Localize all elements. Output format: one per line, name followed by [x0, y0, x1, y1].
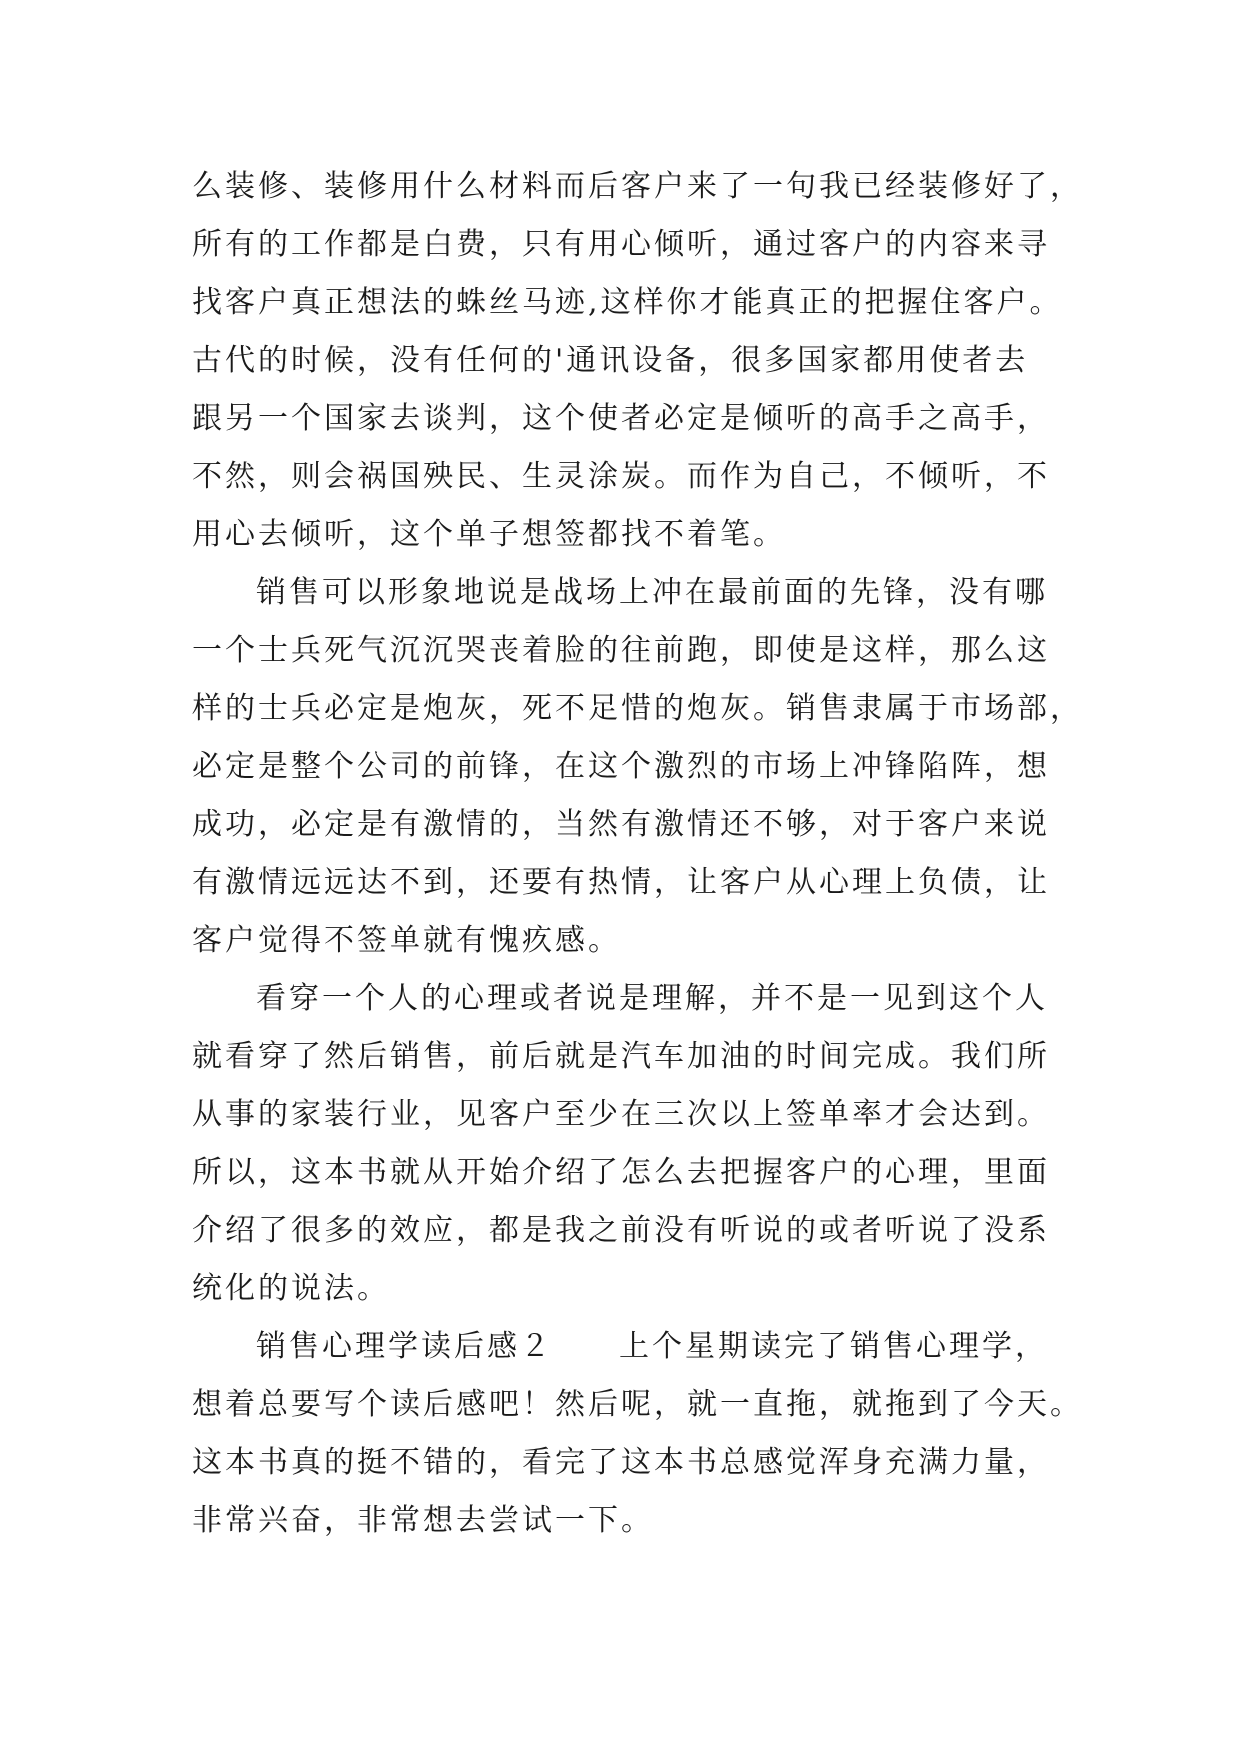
text-line: 从事的家装行业，见客户至少在三次以上签单率才会达到。 — [192, 1097, 1050, 1132]
text-line: 用心去倾听，这个单子想签都找不着笔。 — [192, 517, 786, 552]
text-line: 介绍了很多的效应，都是我之前没有听说的或者听说了没系 — [192, 1213, 1050, 1248]
text-line: 这本书真的挺不错的，看完了这本书总感觉浑身充满力量， — [192, 1445, 1050, 1480]
text-line: 古代的时候，没有任何的'通讯设备，很多国家都用使者去 — [192, 343, 1029, 378]
text-line: 跟另一个国家去谈判，这个使者必定是倾听的高手之高手， — [192, 401, 1050, 436]
text-line: 客户觉得不签单就有愧疚感。 — [192, 923, 621, 958]
text-line: 统化的说法。 — [192, 1271, 390, 1306]
document-body — [192, 158, 1092, 1550]
text-line: 非常兴奋，非常想去尝试一下。 — [192, 1503, 654, 1538]
paragraph-3 — [192, 970, 1092, 1318]
text-line: 就看穿了然后销售，前后就是汽车加油的时间完成。我们所 — [192, 1039, 1050, 1074]
text-line: 看穿一个人的心理或者说是理解，并不是一见到这个人 — [256, 981, 1048, 1016]
text-line: 找客户真正想法的蛛丝马迹,这样你才能真正的把握住客户。 — [192, 285, 1063, 320]
text-line: 所有的工作都是白费，只有用心倾听，通过客户的内容来寻 — [192, 227, 1050, 262]
text-line: 所以，这本书就从开始介绍了怎么去把握客户的心理，里面 — [192, 1155, 1050, 1190]
text-line: 想着总要写个读后感吧！然后呢，就一直拖，就拖到了今天。 — [192, 1387, 1083, 1422]
text-line: 销售可以形象地说是战场上冲在最前面的先锋，没有哪 — [256, 575, 1048, 610]
text-line: 一个士兵死气沉沉哭丧着脸的往前跑，即使是这样，那么这 — [192, 633, 1050, 668]
paragraph-4 — [192, 1318, 1092, 1550]
text-line: 成功，必定是有激情的，当然有激情还不够，对于客户来说 — [192, 807, 1050, 842]
paragraph-2 — [192, 564, 1092, 970]
text-line: 销售心理学读后感２ 上个星期读完了销售心理学， — [256, 1329, 1048, 1364]
text-line: 样的士兵必定是炮灰，死不足惜的炮灰。销售隶属于市场部， — [192, 691, 1083, 726]
text-line: 必定是整个公司的前锋，在这个激烈的市场上冲锋陷阵，想 — [192, 749, 1050, 784]
text-line: 么装修、装修用什么材料而后客户来了一句我已经装修好了， — [192, 169, 1083, 204]
text-line: 有激情远远达不到，还要有热情，让客户从心理上负债，让 — [192, 865, 1050, 900]
paragraph-1 — [192, 158, 1092, 564]
text-line: 不然，则会祸国殃民、生灵涂炭。而作为自己，不倾听，不 — [192, 459, 1050, 494]
